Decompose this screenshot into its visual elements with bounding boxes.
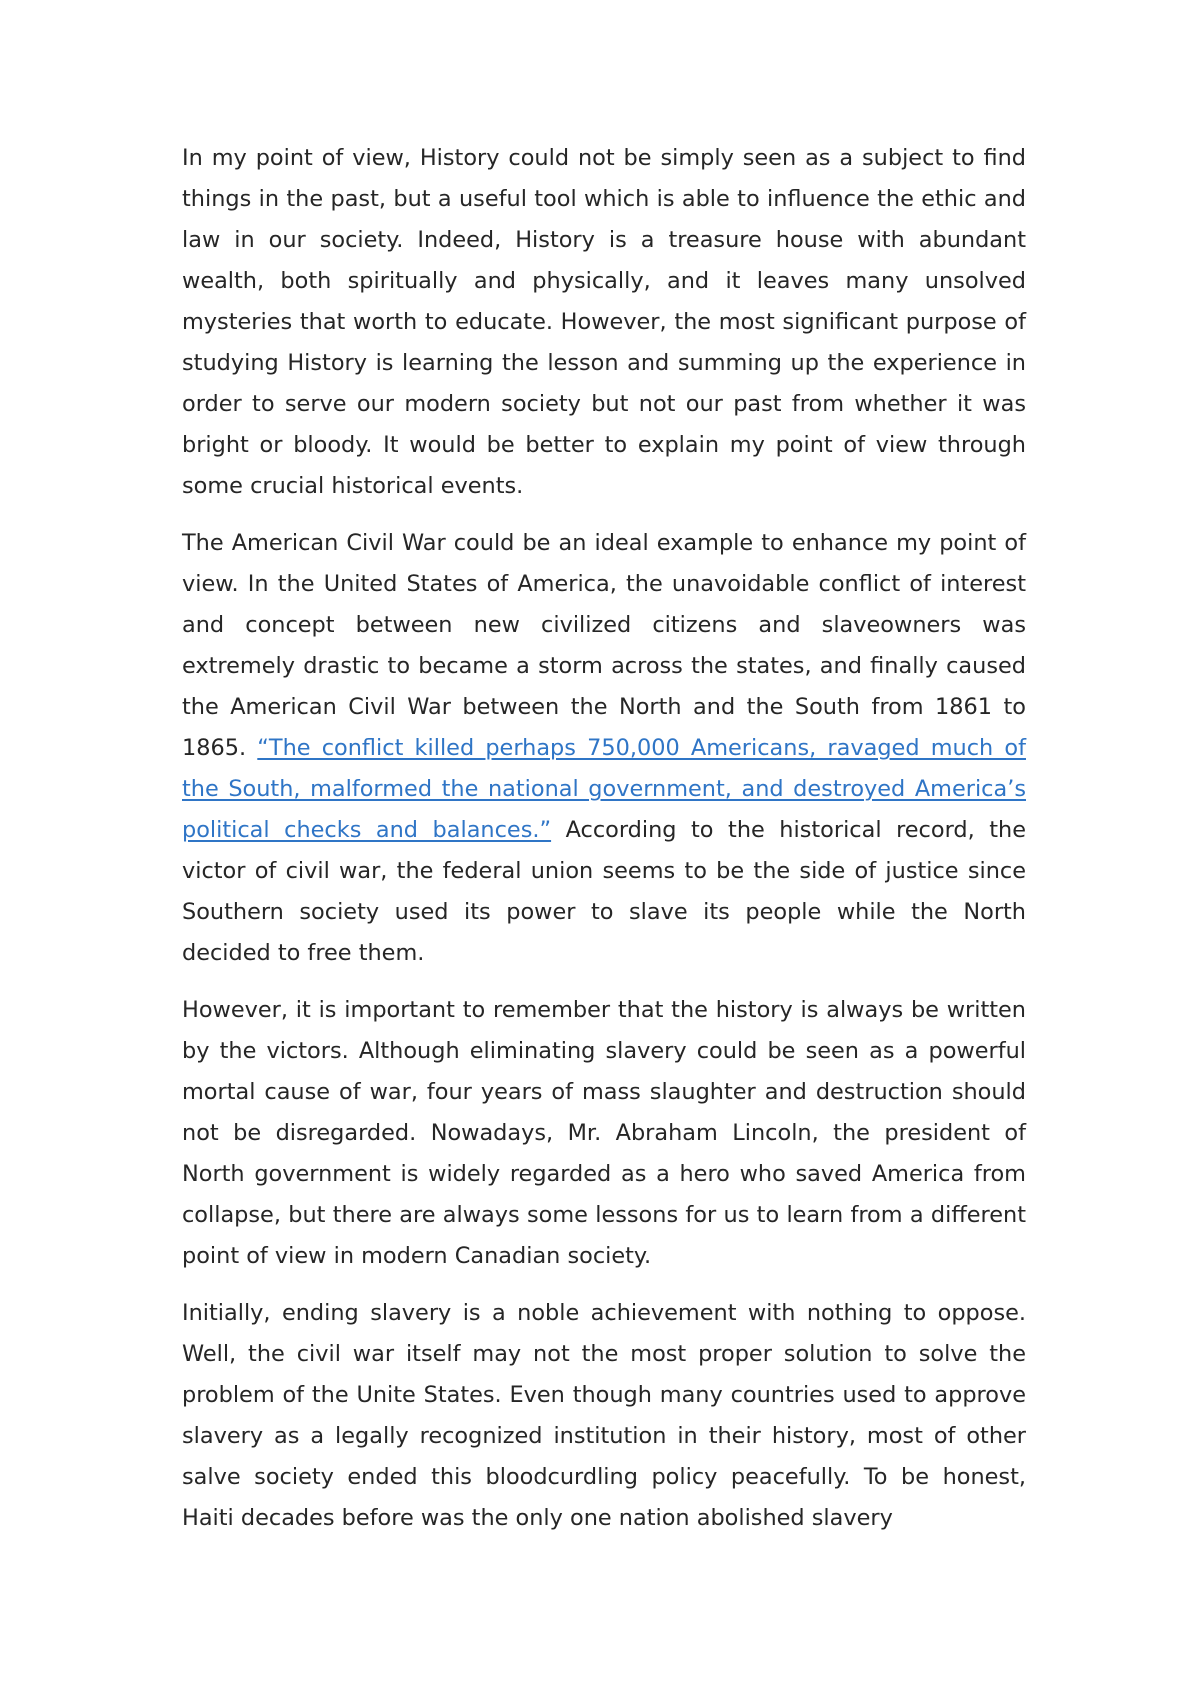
citation-link[interactable]: “The conflict killed perhaps 750,000 Americans, ravaged much of the South, malformed the national government, and destroyed America’s political checks and balances.”: [182, 735, 1026, 843]
paragraph-1: In my point of view, History could not be simply seen as a subject to find things in the past, but a useful tool which is able to influence the ethic and law in our society. Indeed, History is a treasure house with abundant wealth, both spiritually and physically, and it leaves many unsolved mysteries that worth to educate. However, the most significant purpose of studying History is learning the lesson and summing up the experience in order to serve our modern society but not our past from whether it was bright or bloody. It would be better to explain my point of view through some crucial historical events.: [182, 145, 1026, 499]
paragraph-3: However, it is important to remember that the history is always be written by the victors. Although eliminating slavery could be seen as a powerful mortal cause of war, four years of mass slaughter and destruction should not be disregarded. Nowadays, Mr. Abraham Lincoln, the president of North government is widely regarded as a hero who saved America from collapse, but there are always some lessons for us to learn from a different point of view in modern Canadian society.: [182, 997, 1026, 1269]
paragraph-4: Initially, ending slavery is a noble achievement with nothing to oppose. Well, the civil war itself may not the most proper solution to solve the problem of the Unite States. Even though many countries used to approve slavery as a legally recognized institution in their history, most of other salve society ended this bloodcurdling policy peacefully. To be honest, Haiti decades before was the only one nation abolished slavery: [182, 1300, 1026, 1531]
paragraph-2: [182, 523, 1026, 974]
document-body: [182, 138, 1026, 1555]
paragraph-2-text-after: According to the historical record, the victor of civil war, the federal union seems to be the side of justice since Southern society used its power to slave its people while the North decided to free them.: [182, 817, 1026, 966]
paragraph-2-text-before: The American Civil War could be an ideal example to enhance my point of view. In the United States of America, the unavoidable conflict of interest and concept between new civilized citizens and slaveowners was extremely drastic to became a storm across the states, and finally caused the American Civil War between the North and the South from 1861 to 1865.: [182, 530, 1026, 761]
